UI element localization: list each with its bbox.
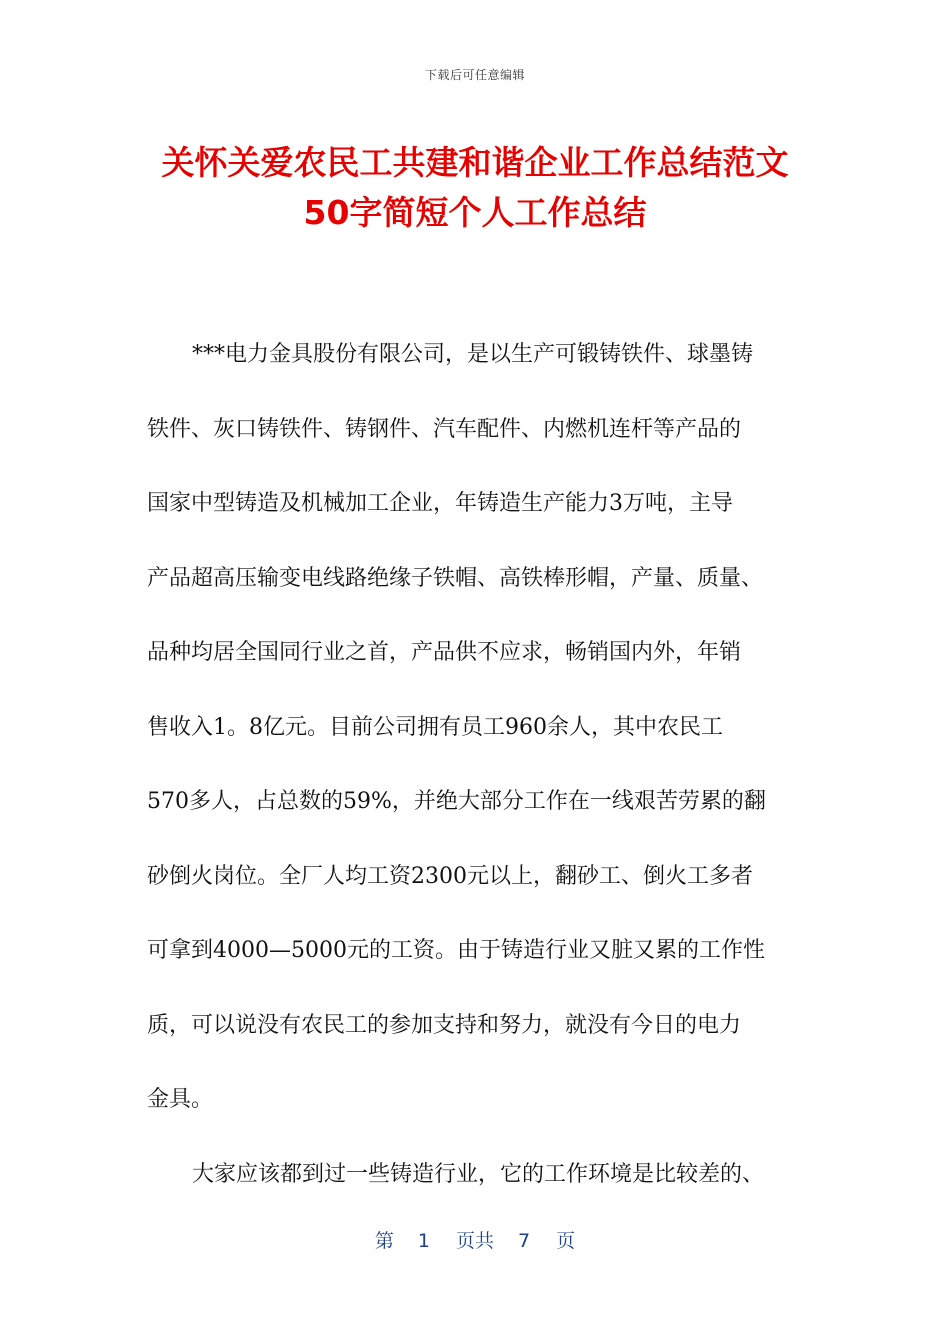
body-line: 570多人，占总数的59%，并绝大部分工作在一线艰苦劳累的翻 — [147, 789, 766, 814]
title-line-1: 关怀关爱农民工共建和谐企业工作总结范文 — [161, 143, 789, 182]
title-line-2: 50字简短个人工作总结 — [303, 193, 647, 232]
body-line: ***电力金具股份有限公司，是以生产可锻铸铁件、球墨铸 — [192, 342, 754, 367]
body-line: 售收入1。8亿元。目前公司拥有员工960余人，其中农民工 — [147, 714, 723, 740]
footer-total-pages: 7 — [518, 1230, 531, 1252]
footer-page-number: 1 — [417, 1230, 430, 1252]
footer-middle: 页共 — [455, 1230, 494, 1252]
footer-prefix: 第 — [374, 1230, 394, 1252]
body-line: 砂倒火岗位。全厂人均工资2300元以上，翻砂工、倒火工多者 — [147, 863, 753, 889]
body-line: 质，可以说没有农民工的参加支持和努力，就没有今日的电力 — [147, 1012, 742, 1038]
page-footer — [0, 1226, 950, 1253]
body-line: 金具。 — [147, 1087, 214, 1112]
document-title — [100, 138, 850, 238]
header-note: 下载后可任意编辑 — [424, 68, 525, 82]
body-line: 大家应该都到过一些铸造行业，它的工作环境是比较差的、 — [192, 1161, 765, 1187]
body-line: 国家中型铸造及机械加工企业，年铸造生产能力3万吨，主导 — [147, 491, 733, 516]
footer-suffix: 页 — [556, 1230, 576, 1252]
body-line: 产品超高压输变电线路绝缘子铁帽、高铁棒形帽，产量、质量、 — [147, 565, 764, 591]
body-line: 品种均居全国同行业之首，产品供不应求，畅销国内外，年销 — [147, 640, 742, 665]
body-text — [147, 318, 807, 1212]
body-line: 可拿到4000—5000元的工资。由于铸造行业又脏又累的工作性 — [147, 938, 765, 963]
body-line: 铁件、灰口铸铁件、铸钢件、汽车配件、内燃机连杆等产品的 — [147, 416, 742, 442]
